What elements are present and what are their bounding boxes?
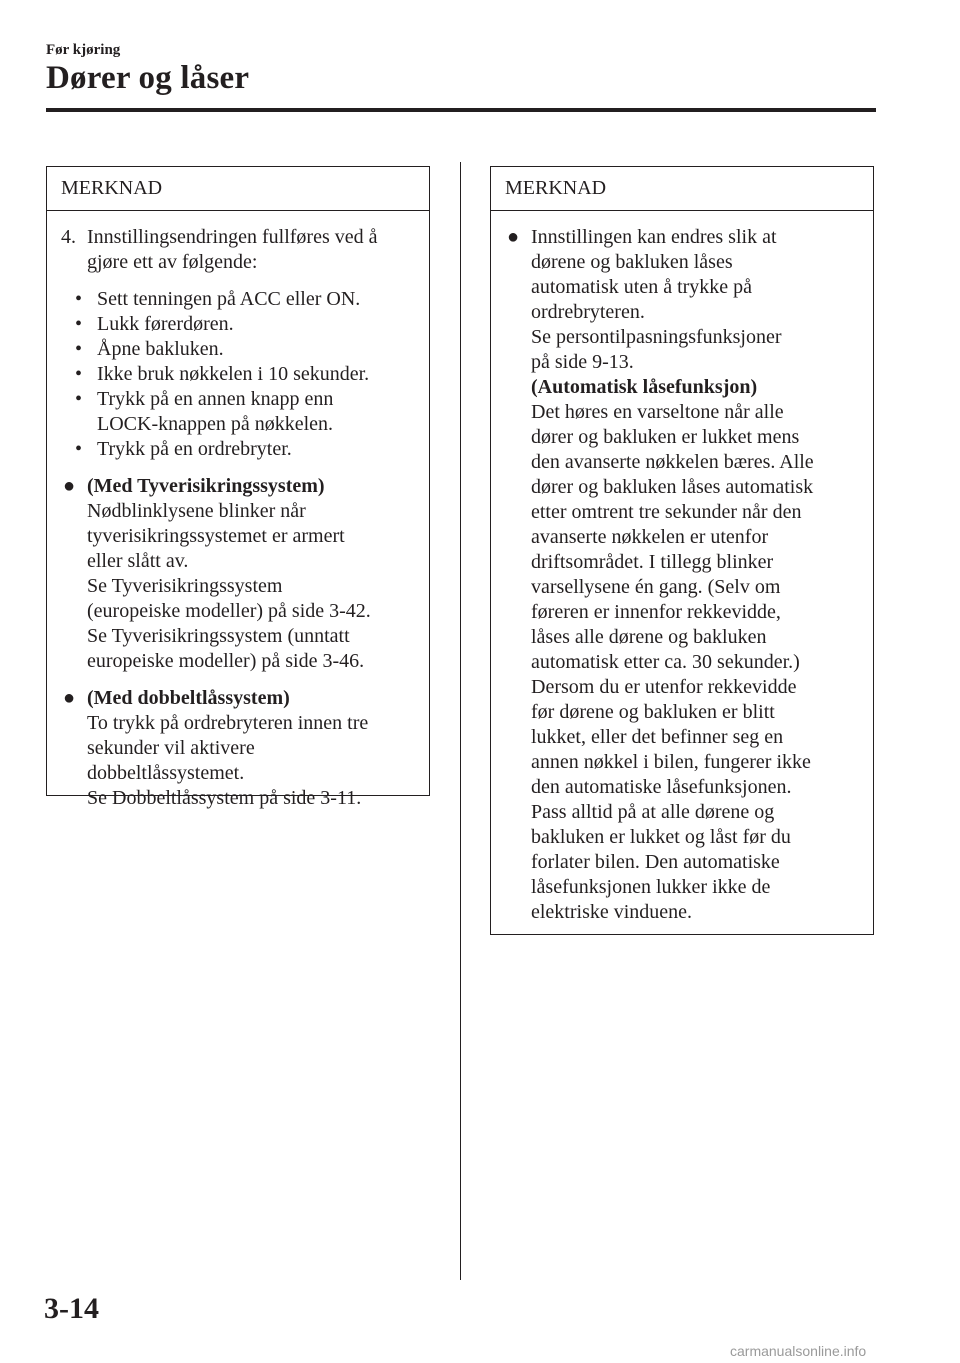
page-title: Dører og låser bbox=[46, 60, 250, 96]
list-item: • Trykk på en ordrebryter. bbox=[75, 438, 292, 460]
page-number: 3-14 bbox=[44, 1292, 99, 1325]
bullet-lead: (Med Tyverisikringssystem) bbox=[87, 475, 325, 497]
bullet-lead: (Med dobbeltlåssystem) bbox=[87, 687, 290, 709]
watermark: carmanualsonline.info bbox=[730, 1343, 867, 1359]
bold-subheading: (Automatisk låsefunksjon) bbox=[531, 376, 758, 398]
bullet-icon: ● bbox=[63, 687, 76, 709]
list-item: • Åpne bakluken. bbox=[75, 338, 224, 360]
column-divider bbox=[460, 162, 461, 1280]
note-box-right bbox=[490, 166, 874, 935]
section-label: Før kjøring bbox=[46, 42, 121, 58]
sub-bullet-list bbox=[59, 287, 419, 462]
bullet-icon: • bbox=[75, 388, 83, 410]
note-heading: MERKNAD bbox=[47, 167, 429, 211]
bullet-icon: • bbox=[75, 338, 83, 360]
bullet-icon: • bbox=[75, 438, 83, 460]
bullet-icon: ● bbox=[507, 226, 520, 248]
list-item: • Ikke bruk nøkkelen i 10 sekunder. bbox=[75, 363, 370, 385]
item-number: 4. bbox=[61, 226, 76, 248]
note-body bbox=[491, 211, 873, 925]
bullet-item-auto-lock: ● Innstillingen kan endres slik at dørene og bakluken låses automatisk uten å trykke på ordrebryteren. Se persontilpasningsfunksjoner på side 9-13. (Automatisk låsefunksjon) Det høres en varseltone når alle dører og bakluken er lukket mens den avanserte nøkkelen bæres. Alle dører og bakluken låses automatisk etter omtrent tre sekunder når den avanserte nøkkelen er utenfor driftsområdet. I tillegg blinker varsellysene én gang. (Selv om føreren er innenfor rekkevidde, låses alle dørene og bakluken automatisk etter ca. 30 sekunder.) Dersom du er utenfor rekkevidde før dørene og bakluken er blitt lukket, eller det befinner seg en annen nøkkel i bilen, fungerer ikke den automatiske låsefunksjonen. Pass alltid på at alle dørene og bakluken er lukket og låst før du forlater bilen. Den automatiske låsefunksjonen lukker ikke de elektriske vinduene. bbox=[503, 225, 863, 925]
note-body bbox=[47, 211, 429, 811]
list-item: • Trykk på en annen knapp enn LOCK-knappen på nøkkelen. bbox=[75, 388, 334, 435]
text-line: Innstillingsendringen fullføres ved å bbox=[87, 226, 378, 248]
list-item: • Lukk førerdøren. bbox=[75, 313, 234, 335]
bullet-icon: ● bbox=[63, 475, 76, 497]
bullet-icon: • bbox=[75, 363, 83, 385]
title-rule bbox=[46, 108, 876, 112]
bullet-item-double-lock: ● (Med dobbeltlåssystem) To trykk på ordrebryteren innen tre sekunder vil aktivere dobbeltlåssystemet. Se Dobbeltlåssystem på side 3-11. bbox=[59, 686, 419, 811]
list-item: • Sett tenningen på ACC eller ON. bbox=[75, 288, 361, 310]
bullet-item-theft-system: ● (Med Tyverisikringssystem) Nødblinklysene blinker når tyverisikringssystemet er armert eller slått av. Se Tyverisikringssystem (europeiske modeller) på side 3-42. Se Tyverisikringssystem (unntatt europeiske modeller) på side 3-46. bbox=[59, 474, 419, 674]
text-line: gjøre ett av følgende: bbox=[87, 251, 258, 273]
note-box-left bbox=[46, 166, 430, 809]
numbered-item bbox=[59, 225, 419, 275]
bullet-icon: • bbox=[75, 288, 83, 310]
note-heading: MERKNAD bbox=[491, 167, 873, 211]
bullet-icon: • bbox=[75, 313, 83, 335]
